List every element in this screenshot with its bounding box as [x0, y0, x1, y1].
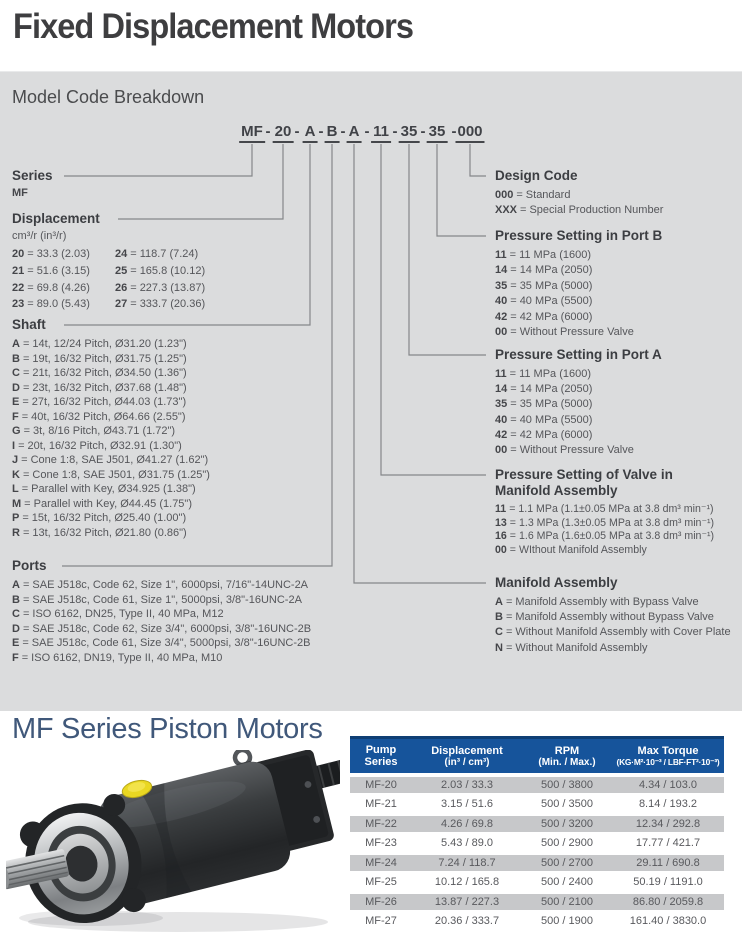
- col-header-pump-series: Pump Series: [364, 744, 398, 768]
- code-option: 16 = 1.6 MPa (1.6±0.05 MPa at 3.8 dm³ min⁻¹): [495, 530, 715, 543]
- cell-rpm: 500 / 3500: [541, 798, 593, 811]
- cell-pump-series: MF-26: [365, 895, 397, 908]
- section-series: [12, 168, 53, 199]
- code-option-list: [495, 595, 731, 656]
- section-title: Ports: [12, 558, 47, 573]
- code-option-list: [495, 188, 663, 218]
- cell-pump-series: MF-25: [365, 876, 397, 889]
- model-code-separator: -: [392, 123, 398, 140]
- code-option-list: [495, 248, 662, 340]
- code-option: 21 = 51.6 (3.15): [12, 264, 90, 277]
- code-option: P = 15t, 16/32 Pitch, Ø25.40 (1.00"): [12, 512, 187, 524]
- cell-pump-series: MF-20: [365, 778, 397, 791]
- model-code-segment: 11: [371, 123, 391, 143]
- code-option: XXX = Special Production Number: [495, 204, 664, 217]
- code-option: G = 3t, 8/16 Pitch, Ø43.71 (1.72"): [12, 425, 176, 437]
- bottom-title: MF Series Piston Motors: [12, 713, 323, 745]
- section-title: Series: [12, 168, 53, 183]
- col-header-rpm: RPM (Min. / Max.): [538, 744, 596, 768]
- code-option: B = Manifold Assembly without Bypass Valve: [495, 611, 714, 624]
- code-option: A = SAE J518c, Code 62, Size 1", 6000psi, 7/16"-14UNC-2A: [12, 579, 309, 591]
- code-option: 24 = 118.7 (7.24): [115, 248, 199, 260]
- code-option: 000 = Standard: [495, 189, 571, 201]
- code-option: 00 = Without Pressure Valve: [495, 326, 634, 339]
- model-code-segment: A: [347, 123, 362, 143]
- section-ports: [12, 558, 311, 666]
- code-option: 11 = 11 MPa (1600): [495, 368, 592, 380]
- code-option-list: [495, 503, 714, 557]
- cell-displacement: 2.03 / 33.3: [441, 778, 493, 791]
- table-row: [350, 775, 724, 795]
- cell-max-torque: 29.11 / 690.8: [636, 856, 700, 869]
- code-option: 35 = 35 MPa (5000): [495, 279, 593, 292]
- code-option-list: [12, 337, 210, 540]
- code-option: B = SAE J518c, Code 61, Size 1", 5000psi, 3/8"-16UNC-2A: [12, 593, 302, 606]
- cell-displacement: 13.87 / 227.3: [434, 895, 500, 908]
- motor-photo: [6, 750, 340, 940]
- cell-max-torque: 161.40 / 3830.0: [629, 915, 707, 928]
- model-code-separator: -: [318, 123, 324, 140]
- section-displacement: [12, 211, 205, 313]
- cell-displacement: 20.36 / 333.7: [434, 915, 500, 928]
- section-title: Manifold Assembly: [495, 575, 618, 590]
- code-option: 13 = 1.3 MPa (1.3±0.05 MPa at 3.8 dm³ min⁻¹): [495, 516, 715, 529]
- section-title-line2: Manifold Assembly: [495, 483, 618, 498]
- cell-max-torque: 12.34 / 292.8: [635, 817, 701, 830]
- section-design-code: [495, 168, 663, 218]
- model-code-separator: -: [265, 123, 271, 140]
- code-option: F = 40t, 16/32 Pitch, Ø64.66 (2.55"): [12, 410, 186, 423]
- series-value: MF: [12, 187, 28, 199]
- code-option: 14 = 14 MPa (2050): [495, 264, 593, 277]
- code-option: 27 = 333.7 (20.36): [115, 298, 206, 311]
- table-row: [350, 834, 724, 854]
- model-code-separator: -: [340, 123, 346, 140]
- section-valve-manifold: [495, 467, 714, 557]
- code-option: 26 = 227.3 (13.87): [115, 281, 206, 294]
- section-pressure-port-b: [495, 228, 662, 340]
- code-option: 42 = 42 MPa (6000): [495, 428, 593, 441]
- cell-max-torque: 8.14 / 193.2: [638, 798, 698, 811]
- spec-table: [350, 736, 724, 931]
- section-title: Pressure Setting in Port B: [495, 228, 663, 243]
- section-pressure-port-a: [495, 347, 662, 458]
- cell-max-torque: 50.19 / 1191.0: [633, 876, 703, 889]
- code-option: 35 = 35 MPa (5000): [495, 398, 593, 411]
- code-option: 20 = 33.3 (2.03): [12, 248, 90, 260]
- cell-displacement: 4.26 / 69.8: [441, 817, 493, 830]
- code-option: E = SAE J518c, Code 61, Size 3/4", 5000psi, 3/8"-16UNC-2B: [12, 637, 311, 650]
- code-option: D = 23t, 16/32 Pitch, Ø37.68 (1.48"): [12, 381, 187, 394]
- cell-rpm: 500 / 1900: [541, 915, 593, 928]
- code-option: 11 = 1.1 MPa (1.1±0.05 MPa at 3.8 dm³ min⁻¹): [495, 503, 714, 515]
- code-option: 25 = 165.8 (10.12): [115, 264, 206, 277]
- code-option: I = 20t, 16/32 Pitch, Ø32.91 (1.30"): [12, 439, 182, 452]
- code-option: D = SAE J518c, Code 62, Size 3/4", 6000psi, 3/8"-16UNC-2B: [12, 622, 312, 635]
- code-option: 22 = 69.8 (4.26): [12, 281, 90, 294]
- code-option: B = 19t, 16/32 Pitch, Ø31.75 (1.25"): [12, 352, 187, 365]
- code-option: 42 = 42 MPa (6000): [495, 310, 593, 323]
- section-title: Design Code: [495, 168, 578, 183]
- model-code-segment: 35: [399, 123, 420, 143]
- cell-rpm: 500 / 2700: [541, 856, 593, 869]
- code-option: C = ISO 6162, DN25, Type II, 40 MPa, M12: [12, 608, 224, 621]
- col-header-displacement: Displacement (in³ / cm³): [431, 744, 503, 768]
- table-row: [350, 873, 724, 893]
- section-subtitle: cm³/r (in³/r): [12, 230, 67, 242]
- table-header: [350, 736, 724, 773]
- cell-displacement: 5.43 / 89.0: [441, 837, 493, 850]
- code-option: 40 = 40 MPa (5500): [495, 295, 593, 308]
- model-code-separator: -: [364, 123, 370, 140]
- model-code-separator: -: [420, 123, 426, 140]
- section-title: Displacement: [12, 211, 100, 226]
- cell-max-torque: 86.80 / 2059.8: [632, 895, 704, 908]
- table-row: [350, 892, 724, 912]
- cell-pump-series: MF-24: [365, 856, 397, 869]
- code-option: 14 = 14 MPa (2050): [495, 383, 593, 396]
- table-row: [350, 853, 724, 873]
- code-option: C = 21t, 16/32 Pitch, Ø34.50 (1.36"): [12, 367, 187, 379]
- table-row: [350, 795, 724, 815]
- code-option: 40 = 40 MPa (5500): [495, 413, 593, 426]
- model-code-segment: 20: [273, 123, 294, 143]
- code-option: A = Manifold Assembly with Bypass Valve: [495, 596, 699, 608]
- cell-pump-series: MF-27: [365, 915, 397, 928]
- cell-displacement: 3.15 / 51.6: [441, 798, 493, 811]
- cell-pump-series: MF-23: [365, 837, 397, 850]
- code-option: M = Parallel with Key, Ø44.45 (1.75"): [12, 497, 192, 510]
- code-option: A = 14t, 12/24 Pitch, Ø31.20 (1.23"): [12, 338, 187, 350]
- cell-max-torque: 17.77 / 421.7: [635, 837, 701, 850]
- model-code-segment: 000: [455, 123, 484, 143]
- section-manifold-assembly: [495, 575, 731, 656]
- page-title: Fixed Displacement Motors: [13, 7, 414, 46]
- code-option-list: [495, 367, 662, 458]
- cell-rpm: 500 / 2900: [541, 837, 593, 850]
- code-option: 23 = 89.0 (5.43): [12, 298, 90, 311]
- cell-displacement: 7.24 / 118.7: [438, 856, 496, 869]
- table-row: [350, 814, 724, 834]
- model-code-segment: A: [303, 123, 318, 143]
- code-option: N = Without Manifold Assembly: [495, 641, 648, 654]
- cell-rpm: 500 / 2100: [541, 895, 593, 908]
- col-header-max-torque: Max Torque (KG·M²·10⁻³ / LBF·FT²·10⁻³): [616, 744, 720, 767]
- code-option: J = Cone 1:8, SAE J501, Ø41.27 (1.62"): [12, 454, 209, 466]
- cell-displacement: 10.12 / 165.8: [434, 876, 500, 889]
- model-code-segment: B: [325, 123, 340, 143]
- code-option: K = Cone 1:8, SAE J501, Ø31.75 (1.25"): [12, 468, 210, 481]
- code-option: 11 = 11 MPa (1600): [495, 249, 592, 261]
- section-title: Pressure Setting of Valve in: [495, 467, 673, 482]
- code-option: F = ISO 6162, DN19, Type II, 40 MPa, M10: [12, 651, 223, 664]
- code-option: R = 13t, 16/32 Pitch, Ø21.80 (0.86"): [12, 526, 187, 539]
- code-option: C = Without Manifold Assembly with Cover Plate: [495, 626, 731, 639]
- section-title: Pressure Setting in Port A: [495, 347, 662, 362]
- code-option: 00 = Without Pressure Valve: [495, 444, 634, 457]
- model-code-separator: -: [451, 123, 457, 140]
- code-option-list: [12, 578, 311, 666]
- cell-rpm: 500 / 2400: [541, 876, 593, 889]
- cell-pump-series: MF-22: [365, 817, 397, 830]
- model-code-panel: [0, 71, 742, 711]
- code-option: E = 27t, 16/32 Pitch, Ø44.03 (1.73"): [12, 396, 187, 408]
- cell-pump-series: MF-21: [365, 798, 397, 811]
- table-row: [350, 912, 724, 932]
- model-code-separator: -: [294, 123, 300, 140]
- code-option: 00 = WIthout Manifold Assembly: [495, 543, 647, 556]
- code-option: L = Parallel with Key, Ø34.925 (1.38"): [12, 483, 196, 495]
- cell-rpm: 500 / 3800: [541, 778, 593, 791]
- panel-title: Model Code Breakdown: [12, 87, 205, 107]
- model-code-segment: 35: [427, 123, 448, 143]
- section-title: Shaft: [12, 317, 46, 332]
- section-shaft: [12, 317, 210, 540]
- code-option-list: [12, 246, 205, 313]
- table-body: [350, 775, 724, 931]
- cell-max-torque: 4.34 / 103.0: [638, 778, 698, 791]
- cell-rpm: 500 / 3200: [541, 817, 593, 830]
- model-code-segment: MF: [239, 123, 265, 143]
